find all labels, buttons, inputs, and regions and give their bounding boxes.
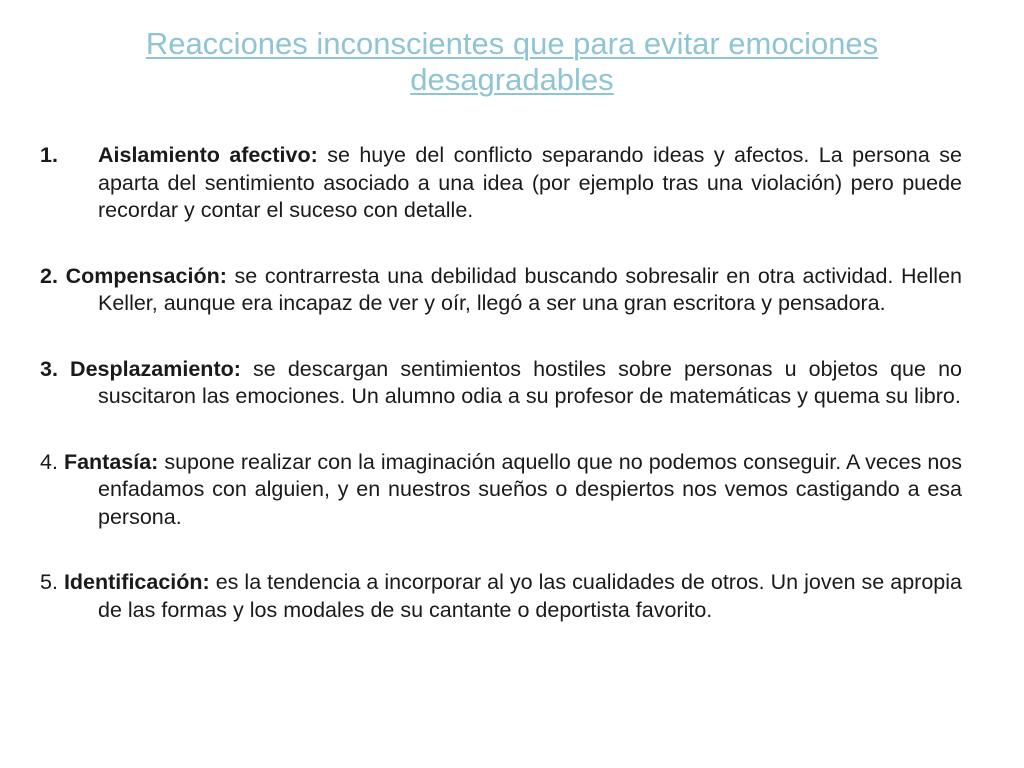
item-term: Fantasía: [63, 449, 159, 474]
item-number: 4 [40, 449, 52, 474]
item-separator: . [51, 449, 64, 474]
item-separator: . [51, 570, 64, 594]
item-text: se huye del conflicto separando ideas y afectos. La persona se aparta del sentimiento asociado a una idea (por ejemplo tras una violación) pero puede recordar y contar el suceso con detalle. [98, 143, 963, 222]
title-line-1: Reacciones inconscientes que para evitar emociones [145, 26, 879, 61]
item-body [40, 356, 962, 411]
item-text: se descargan sentimientos hostiles sobre personas u objetos que no suscitaron las emociones. Un alumno odia a su profesor de matemáticas y quema su libro. [98, 356, 962, 408]
item-term: Aislamiento afectivo: [98, 143, 318, 167]
list-item-fantasia [40, 449, 962, 532]
list-item-compensacion [40, 263, 962, 318]
item-term: Desplazamiento: [70, 356, 241, 381]
item-number: 5 [40, 570, 52, 594]
list-item-aislamiento [40, 142, 962, 225]
title-line-2: desagradables [410, 62, 614, 97]
item-number: 2. [40, 263, 58, 288]
item-number: 1. [40, 143, 58, 167]
list-item-identificacion [40, 569, 962, 624]
mechanism-list [40, 142, 962, 662]
item-body [40, 263, 962, 318]
item-text: supone realizar con la imaginación aquello que no podemos conseguir. A veces nos enfadamos con alguien, y en nuestros sueños o despiertos nos vemos castigando a esa persona. [98, 449, 962, 529]
item-text: es la tendencia a incorporar al yo las cualidades de otros. Un joven se apropia de las formas y los modales de su cantante o deportista favorito. [98, 570, 962, 622]
slide-title [40, 26, 984, 98]
item-term: Identificación: [63, 570, 210, 594]
list-item-desplazamiento [40, 356, 962, 411]
item-term: Compensación: [65, 263, 227, 288]
item-body [40, 569, 962, 624]
item-number: 3. [40, 356, 58, 381]
item-body [40, 449, 962, 532]
item-text: se contrarresta una debilidad buscando sobresalir en otra actividad. Hellen Keller, aunque era incapaz de ver y oír, llegó a ser una gran escritora y pensadora. [98, 263, 962, 315]
